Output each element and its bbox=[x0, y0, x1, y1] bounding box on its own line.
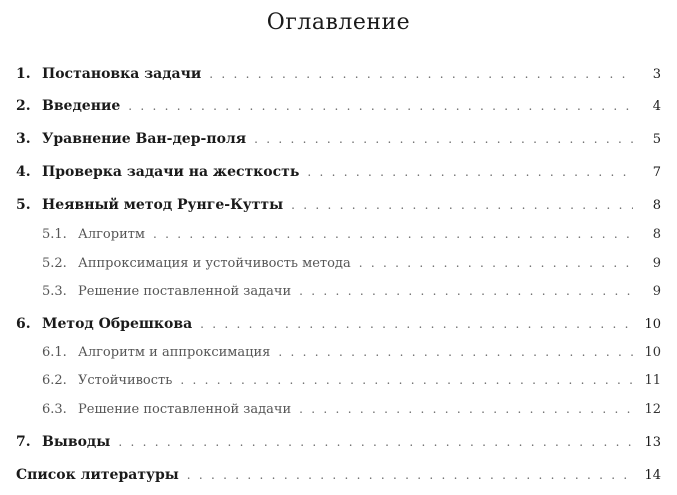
toc-entry-6-3[interactable] bbox=[42, 402, 661, 417]
dot-leader bbox=[176, 373, 633, 387]
toc-entry-6-1[interactable] bbox=[42, 345, 661, 360]
dot-leader bbox=[196, 317, 633, 331]
entry-number: 6. bbox=[16, 316, 31, 332]
entry-number: 2. bbox=[16, 98, 31, 114]
toc-entry-7[interactable] bbox=[16, 434, 661, 450]
dot-leader bbox=[295, 284, 633, 298]
entry-page: 14 bbox=[644, 468, 661, 483]
toc-entry-5-2[interactable] bbox=[42, 256, 661, 271]
dot-leader bbox=[274, 345, 633, 359]
entry-page: 9 bbox=[652, 256, 661, 271]
entry-label: Аппроксимация и устойчивость метода bbox=[78, 256, 351, 271]
entry-label: Введение bbox=[42, 98, 121, 114]
dot-leader bbox=[124, 99, 633, 113]
entry-page: 3 bbox=[652, 67, 661, 82]
toc-entry-3[interactable] bbox=[16, 131, 661, 147]
toc-title: Оглавление bbox=[266, 10, 411, 35]
entry-page: 8 bbox=[652, 198, 661, 213]
entry-page: 11 bbox=[644, 373, 661, 388]
entry-label: Список литературы bbox=[16, 467, 179, 483]
entry-label: Постановка задачи bbox=[42, 66, 202, 82]
dot-leader bbox=[205, 67, 633, 81]
entry-label: Проверка задачи на жесткость bbox=[42, 164, 300, 180]
entry-number: 1. bbox=[16, 66, 31, 82]
dot-leader bbox=[295, 402, 633, 416]
entry-page: 5 bbox=[652, 132, 661, 147]
toc-entry-5[interactable] bbox=[16, 197, 661, 213]
toc-entry-6-2[interactable] bbox=[42, 373, 661, 388]
entry-label: Решение поставленной задачи bbox=[78, 402, 292, 417]
dot-leader bbox=[303, 165, 633, 179]
entry-page: 10 bbox=[644, 345, 661, 360]
entry-page: 7 bbox=[652, 165, 661, 180]
entry-page: 12 bbox=[644, 402, 661, 417]
entry-label: Алгоритм bbox=[78, 227, 146, 242]
toc-entry-2[interactable] bbox=[16, 98, 661, 114]
dot-leader bbox=[287, 198, 633, 212]
entry-number: 6.2. bbox=[42, 373, 67, 388]
dot-leader bbox=[114, 435, 633, 449]
entry-label: Решение поставленной задачи bbox=[78, 284, 292, 299]
entry-label: Алгоритм и аппроксимация bbox=[78, 345, 271, 360]
toc-entry-1[interactable] bbox=[16, 66, 661, 82]
entry-page: 8 bbox=[652, 227, 661, 242]
entry-label: Выводы bbox=[42, 434, 111, 450]
entry-label: Уравнение Ван-дер-поля bbox=[42, 131, 247, 147]
entry-number: 6.1. bbox=[42, 345, 67, 360]
entry-number: 7. bbox=[16, 434, 31, 450]
toc-entry-6[interactable] bbox=[16, 316, 661, 332]
dot-leader bbox=[183, 468, 633, 482]
entry-number: 5. bbox=[16, 197, 31, 213]
entry-label: Неявный метод Рунге-Кутты bbox=[42, 197, 284, 213]
entry-number: 4. bbox=[16, 164, 31, 180]
entry-page: 9 bbox=[652, 284, 661, 299]
entry-label: Метод Обрешкова bbox=[42, 316, 193, 332]
dot-leader bbox=[355, 256, 633, 270]
toc-entry-4[interactable] bbox=[16, 164, 661, 180]
toc-entry-5-1[interactable] bbox=[42, 227, 661, 242]
entry-number: 5.1. bbox=[42, 227, 67, 242]
entry-label: Устойчивость bbox=[78, 373, 173, 388]
entry-number: 5.2. bbox=[42, 256, 67, 271]
toc-entry-bibliography[interactable] bbox=[16, 467, 661, 483]
dot-leader bbox=[250, 132, 633, 146]
entry-page: 13 bbox=[644, 435, 661, 450]
entry-number: 5.3. bbox=[42, 284, 67, 299]
entry-number: 3. bbox=[16, 131, 31, 147]
toc-entry-5-3[interactable] bbox=[42, 284, 661, 299]
entry-page: 4 bbox=[652, 99, 661, 114]
entry-page: 10 bbox=[644, 317, 661, 332]
dot-leader bbox=[149, 227, 633, 241]
entry-number: 6.3. bbox=[42, 402, 67, 417]
